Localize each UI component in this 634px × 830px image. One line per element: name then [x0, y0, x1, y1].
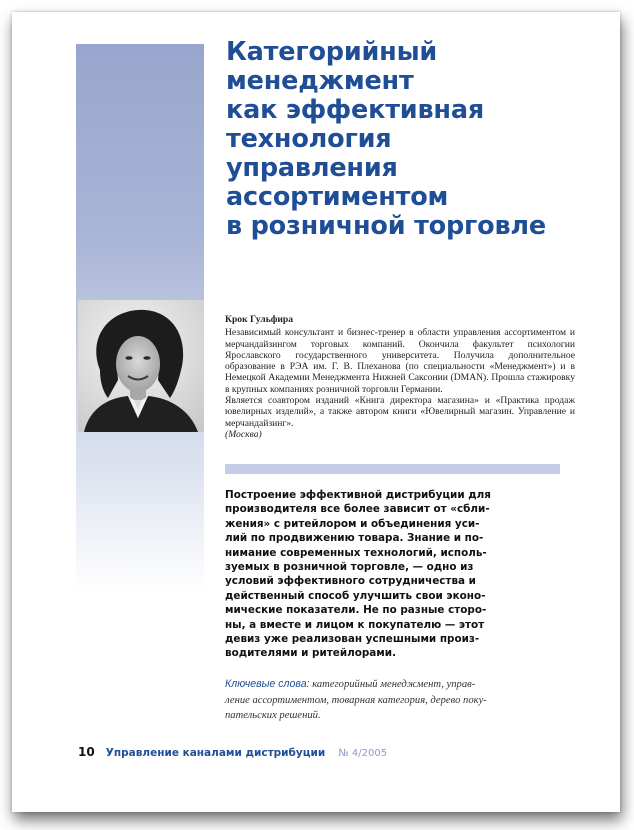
- journal-title: Управление каналами дистрибуции: [105, 747, 326, 759]
- keywords-label: Ключевые слова:: [225, 678, 310, 690]
- author-name: Крок Гульфира: [225, 314, 294, 325]
- article-title: Категорийный менеджмент как эффективная технология управления ассортиментом в розничной торговле: [226, 37, 546, 241]
- keywords-block: [225, 677, 490, 724]
- article-lead: Построение эффективной дистрибуции для производителя все более зависит от «сбли- жения» с ритейлором и объединения уси- лий по продвижению товара. Знание и по- нимание современных технологий, исполь- зуемых в розничной торговле, — одно из условий эффективного сотрудничества и действенный способ улучшить свои эконо- мические показатели. Не по разные сторо- ны, а вместе и лицом к покупателю — этот девиз уже реализован успешными произ- водителями и ритейлорами.: [225, 489, 491, 660]
- issue-number: № 4/2005: [338, 748, 388, 759]
- journal-page: [12, 12, 620, 812]
- page-number: 10: [78, 745, 95, 759]
- keywords-text: категорийный менеджмент, управ- ление ассортиментом, товарная категория, дерево поку- пательских решений.: [225, 679, 487, 721]
- section-divider: [225, 464, 560, 474]
- author-city: (Москва): [225, 428, 262, 440]
- author-photo: [78, 300, 204, 432]
- author-bio-paragraph: Является соавтором изданий «Книга директора магазина» и «Практика продаж ювелирных изделий», а также автором книги «Ювелирный магазин. Управление и мерчандайзинг».: [225, 395, 575, 429]
- author-bio-paragraph: Независимый консультант и бизнес-тренер в области управления ассортиментом и мерчандайзингом торговых компаний. Окончила факультет психологии Ярославского государственного университета. Получила дополнительное образование в РЭА им. Г. В. Плеханова (по специальности «Менеджмент») и в Немецкой Академии Менеджмента Нижней Саксонии (DMAN). Прошла стажировку в крупных компаниях розничной торговли Германии.: [225, 327, 575, 395]
- page-footer: [78, 741, 387, 760]
- author-bio: [225, 314, 575, 440]
